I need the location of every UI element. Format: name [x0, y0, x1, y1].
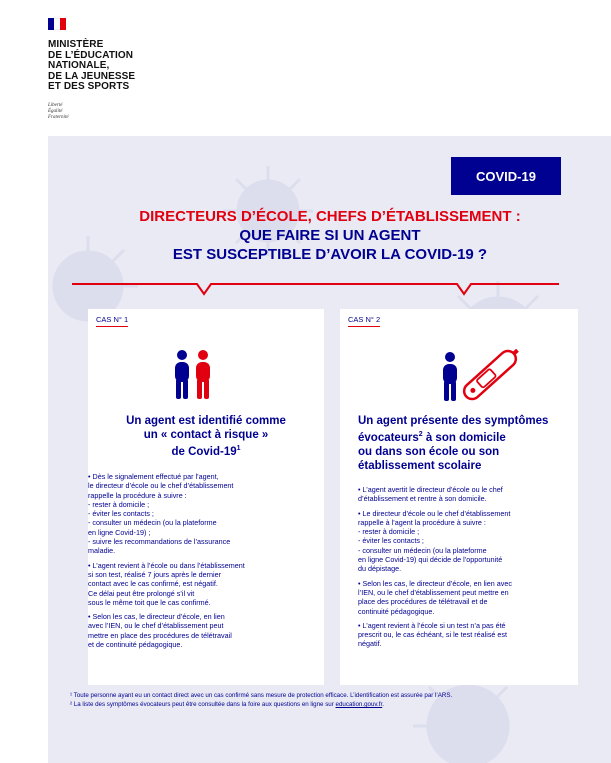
page-title	[60, 207, 600, 264]
french-flag-icon	[48, 18, 66, 30]
footnotes	[70, 691, 600, 709]
title-line-1: DIRECTEURS D’ÉCOLE, CHEFS D’ÉTABLISSEMENT :	[139, 208, 521, 225]
two-people-icon	[171, 349, 215, 401]
case-1-body	[88, 472, 316, 654]
case-1-title: Un agent est identifié comme un « contact à risque » de Covid-$19^1$	[126, 415, 286, 458]
case-2-bullet-1: • L’agent avertit le directeur d’école ou le chef d’établissement et rentre à son domicile.	[358, 485, 503, 504]
case-2-label: CAS N° 2	[348, 315, 380, 327]
title-line-3: EST SUSCEPTIBLE D’AVOIR LA COVID-19 ?	[172, 246, 488, 263]
person-thermometer-icon	[440, 345, 526, 403]
header	[0, 0, 611, 136]
footnote-2: ² La liste des symptômes évocateurs peut être consultée dans la foire aux questions en ligne sur education.gouv.fr.	[70, 701, 384, 708]
case-2-card	[340, 309, 578, 685]
motto: Liberté Égalité Fraternité	[48, 103, 69, 120]
title-line-2: QUE FAIRE SI UN AGENT	[239, 227, 421, 244]
case-1-bullet-1: • Dès le signalement effectué par l’agent, le directeur d’école ou le chef d’établissement rappelle la procédure à suivre : - rester à domicile ; - éviter les contacts ; - consulter un médecin (ou la plateforme en ligne Covid-19) ; - suivre les recommandations de l’assurance maladie.	[88, 472, 234, 556]
case-1-bullet-3: • Selon les cas, le directeur d’école, en lien avec l’IEN, ou le chef d’établissement peut mettre en place des procédures de télétravail et de continuité pédagogique.	[88, 612, 232, 650]
case-1-card	[88, 309, 324, 685]
education-link[interactable]: education.gouv.fr	[335, 701, 383, 708]
title-divider	[72, 280, 559, 300]
case-2-bullet-3: • Selon les cas, le directeur d’école, en lien avec l’IEN, ou le chef d’établissement peut mettre en place des procédures de télétravail et de continuité pédagogique.	[358, 578, 512, 616]
footnote-1: ¹ Toute personne ayant eu un contact direct avec un cas confirmé sans mesure de protection efficace. L’identification est assurée par l’ARS.	[70, 692, 453, 699]
case-2-bullet-2: • Le directeur d’école ou le chef d’établissement rappelle à l’agent la procédure à suivre : - rester à domicile ; - éviter les contacts ; - consulter un médecin (ou la plateforme en ligne Covid-19) qui décide de l’opportunité du dépistage.	[358, 508, 511, 574]
covid-tag: COVID-19	[451, 157, 561, 195]
case-2-body	[358, 485, 573, 654]
ministry-name: MINISTÈRE DE L’ÉDUCATION NATIONALE, DE LA JEUNESSE ET DES SPORTS	[48, 39, 136, 92]
case-1-bullet-2: • L’agent revient à l’école ou dans l’établissement si son test, réalisé 7 jours après le dernier contact avec le cas confirmé, est négatif. Ce délai peut être prolongé s’il vit sous le même toit que le cas confirmé.	[88, 560, 245, 607]
case-2-title: Un agent présente des symptômes évocateurs$^2$ à son domicile ou dans son école ou son établissement scolaire	[358, 415, 549, 472]
case-2-bullet-4: • L’agent revient à l’école si un test n’a pas été prescrit ou, le cas échéant, si le test réalisé est négatif.	[358, 620, 508, 649]
case-1-label: CAS N° 1	[96, 315, 128, 327]
